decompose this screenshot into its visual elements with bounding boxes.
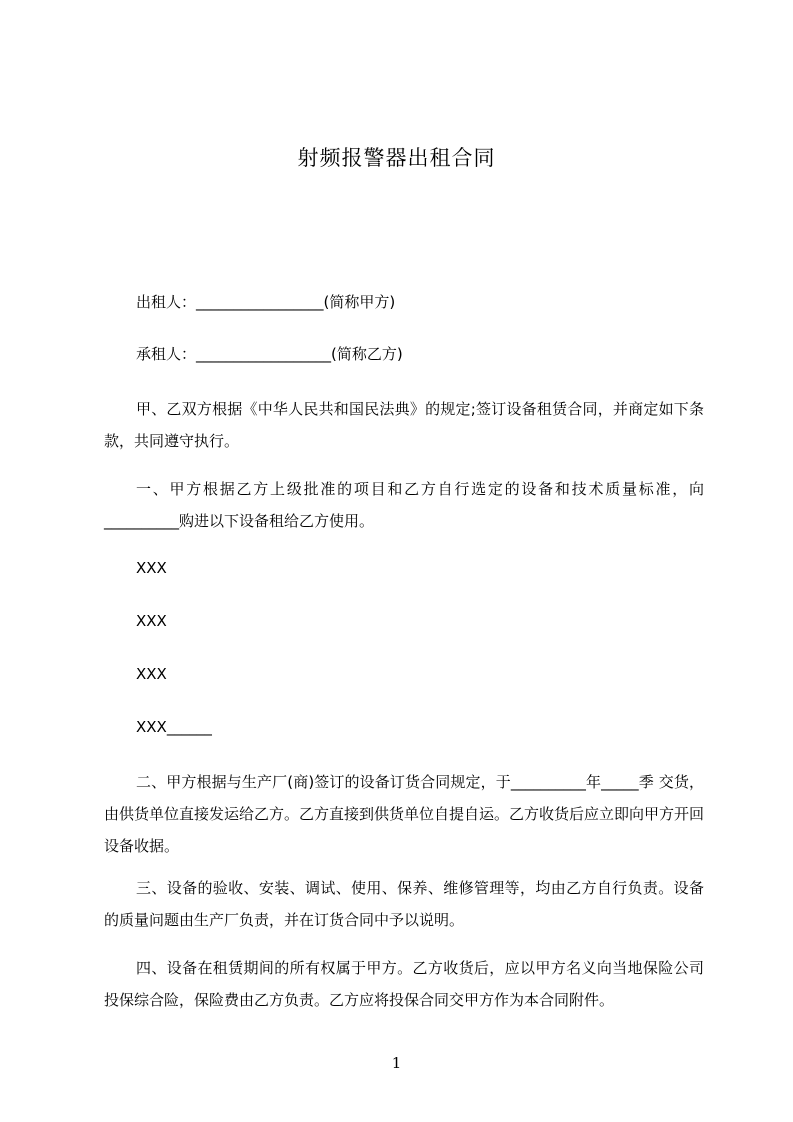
page-number: 1 — [391, 1054, 402, 1072]
intro-paragraph: 甲、乙双方根据《中华人民共和国民法典》的规定;签订设备租赁合同，并商定如下条款，共同遵守执行。 — [104, 400, 704, 450]
clause-2: 二、甲方根据与生产厂(商)签订的设备订货合同规定，于__________年_____季 交货，由供货单位直接发运给乙方。乙方直接到供货单位自提自运。乙方收货后应立即向甲方开回设备收据。 — [104, 773, 705, 855]
document-title: 射频报警器出租合同 — [297, 146, 496, 170]
clause-1: 一、甲方根据乙方上级批准的项目和乙方自行选定的设备和技术质量标准，向__________购进以下设备租给乙方使用。 — [104, 480, 704, 530]
item-2: XXX — [136, 612, 167, 630]
clause-3: 三、设备的验收、安装、调试、使用、保养、维修管理等，均由乙方自行负责。设备的质量问题由生产厂负责，并在订货合同中予以说明。 — [104, 879, 704, 929]
clause-4: 四、设备在租赁期间的所有权属于甲方。乙方收货后，应以甲方名义向当地保险公司投保综合险，保险费由乙方负责。乙方应将投保合同交甲方作为本合同附件。 — [104, 959, 704, 1009]
item-3: XXX — [136, 665, 167, 683]
item-1: XXX — [136, 559, 167, 577]
item-4: XXX______ — [136, 718, 212, 736]
lessee-line: 承租人：__________________(简称乙方) — [136, 345, 403, 363]
lessor-line: 出租人：_________________(简称甲方) — [136, 293, 396, 311]
